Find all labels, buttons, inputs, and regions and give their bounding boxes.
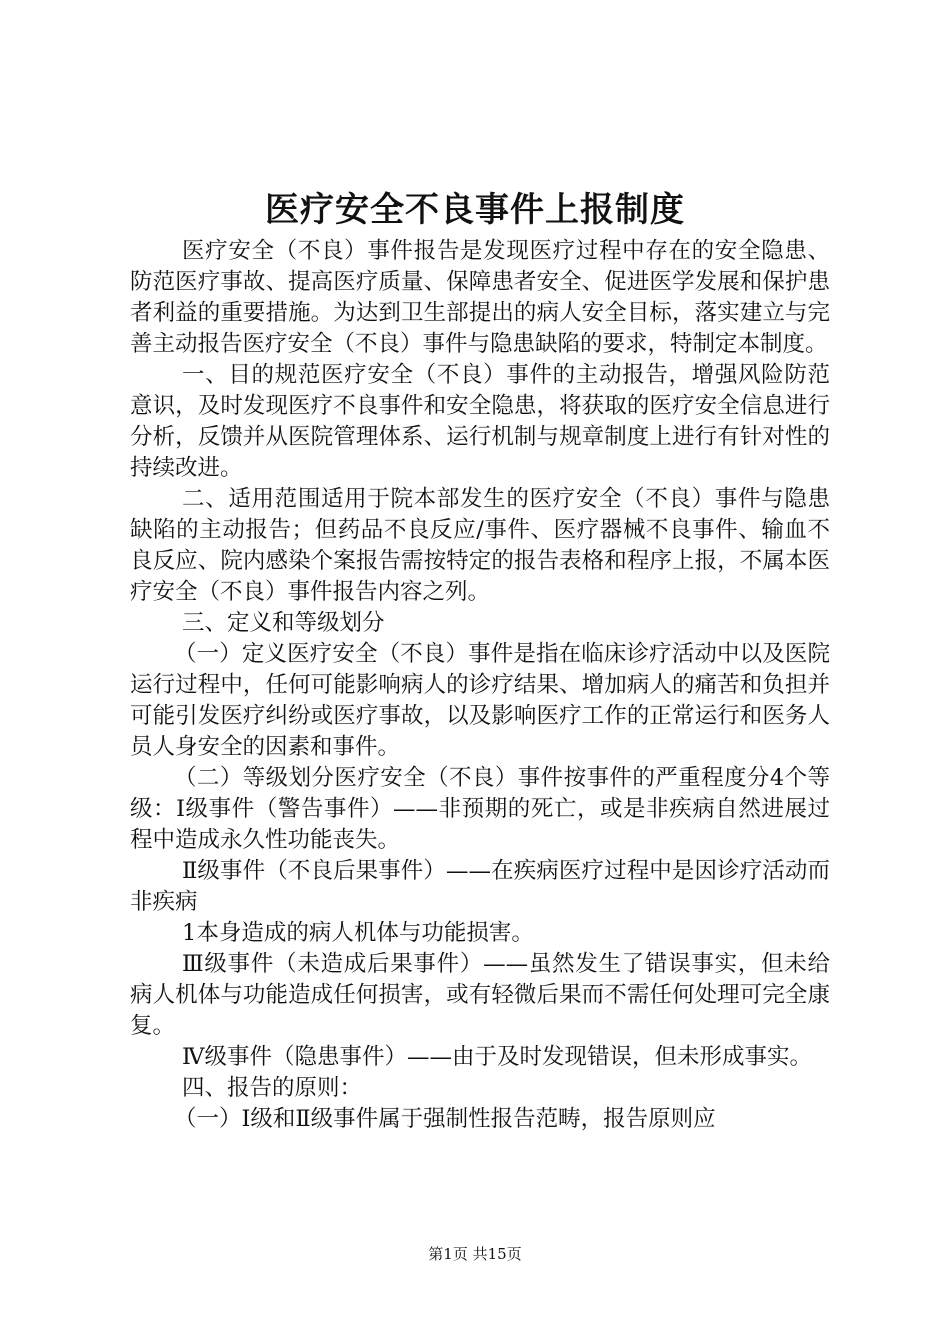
paragraph-reporting-principles: （一）Ⅰ级和Ⅱ级事件属于强制性报告范畴，报告原则应 <box>174 1106 716 1132</box>
paragraph-intro: 医疗安全（不良）事件报告是发现医疗过程中存在的安全隐患、防范医疗事故、提高医疗质量、保障患者安全、促进医学发展和保护患者利益的重要措施。为达到卫生部提出的病人安全目标，落实建立与完善主动报告医疗安全（不良）事件与隐患缺陷的要求，特制定本制度。 <box>130 238 830 357</box>
paragraph-definition: （一）定义医疗安全（不良）事件是指在临床诊疗活动中以及医院运行过程中，任何可能影响病人的诊疗结果、增加病人的痛苦和负担并可能引发医疗纠纷或医疗事故，以及影响医疗工作的正常运行和医务人员人身安全的因素和事件。 <box>130 641 830 760</box>
document-title: 医疗安全不良事件上报制度 <box>265 190 685 230</box>
paragraph-reporting-principles-heading: 四、报告的原则： <box>182 1075 363 1101</box>
paragraph-grading: （二）等级划分医疗安全（不良）事件按事件的严重程度分4个等级：Ⅰ级事件（警告事件）——非预期的死亡，或是非疾病自然进展过程中造成永久性功能丧失。 <box>130 765 830 853</box>
paragraph-level-2: Ⅱ级事件（不良后果事件）——在疾病医疗过程中是因诊疗活动而非疾病 <box>130 858 830 915</box>
paragraph-purpose: 一、目的规范医疗安全（不良）事件的主动报告，增强风险防范意识，及时发现医疗不良事件和安全隐患，将获取的医疗安全信息进行分析，反馈并从医院管理体系、运行机制与规章制度上进行有针对性的持续改进。 <box>130 362 830 481</box>
page-footer: 第1页 共15页 <box>428 1245 522 1263</box>
paragraph-level-4: Ⅳ级事件（隐患事件）——由于及时发现错误，但未形成事实。 <box>182 1044 812 1070</box>
paragraph-level-2-continued: 1本身造成的病人机体与功能损害。 <box>182 920 534 946</box>
paragraph-scope: 二、适用范围适用于院本部发生的医疗安全（不良）事件与隐患缺陷的主动报告；但药品不良反应/事件、医疗器械不良事件、输血不良反应、院内感染个案报告需按特定的报告表格和程序上报，不属本医疗安全（不良）事件报告内容之列。 <box>130 486 830 605</box>
document-body <box>130 236 830 1135</box>
paragraph-level-3: Ⅲ级事件（未造成后果事件）——虽然发生了错误事实，但未给病人机体与功能造成任何损害，或有轻微后果而不需任何处理可完全康复。 <box>130 951 830 1039</box>
paragraph-definition-heading: 三、定义和等级划分 <box>182 610 385 636</box>
